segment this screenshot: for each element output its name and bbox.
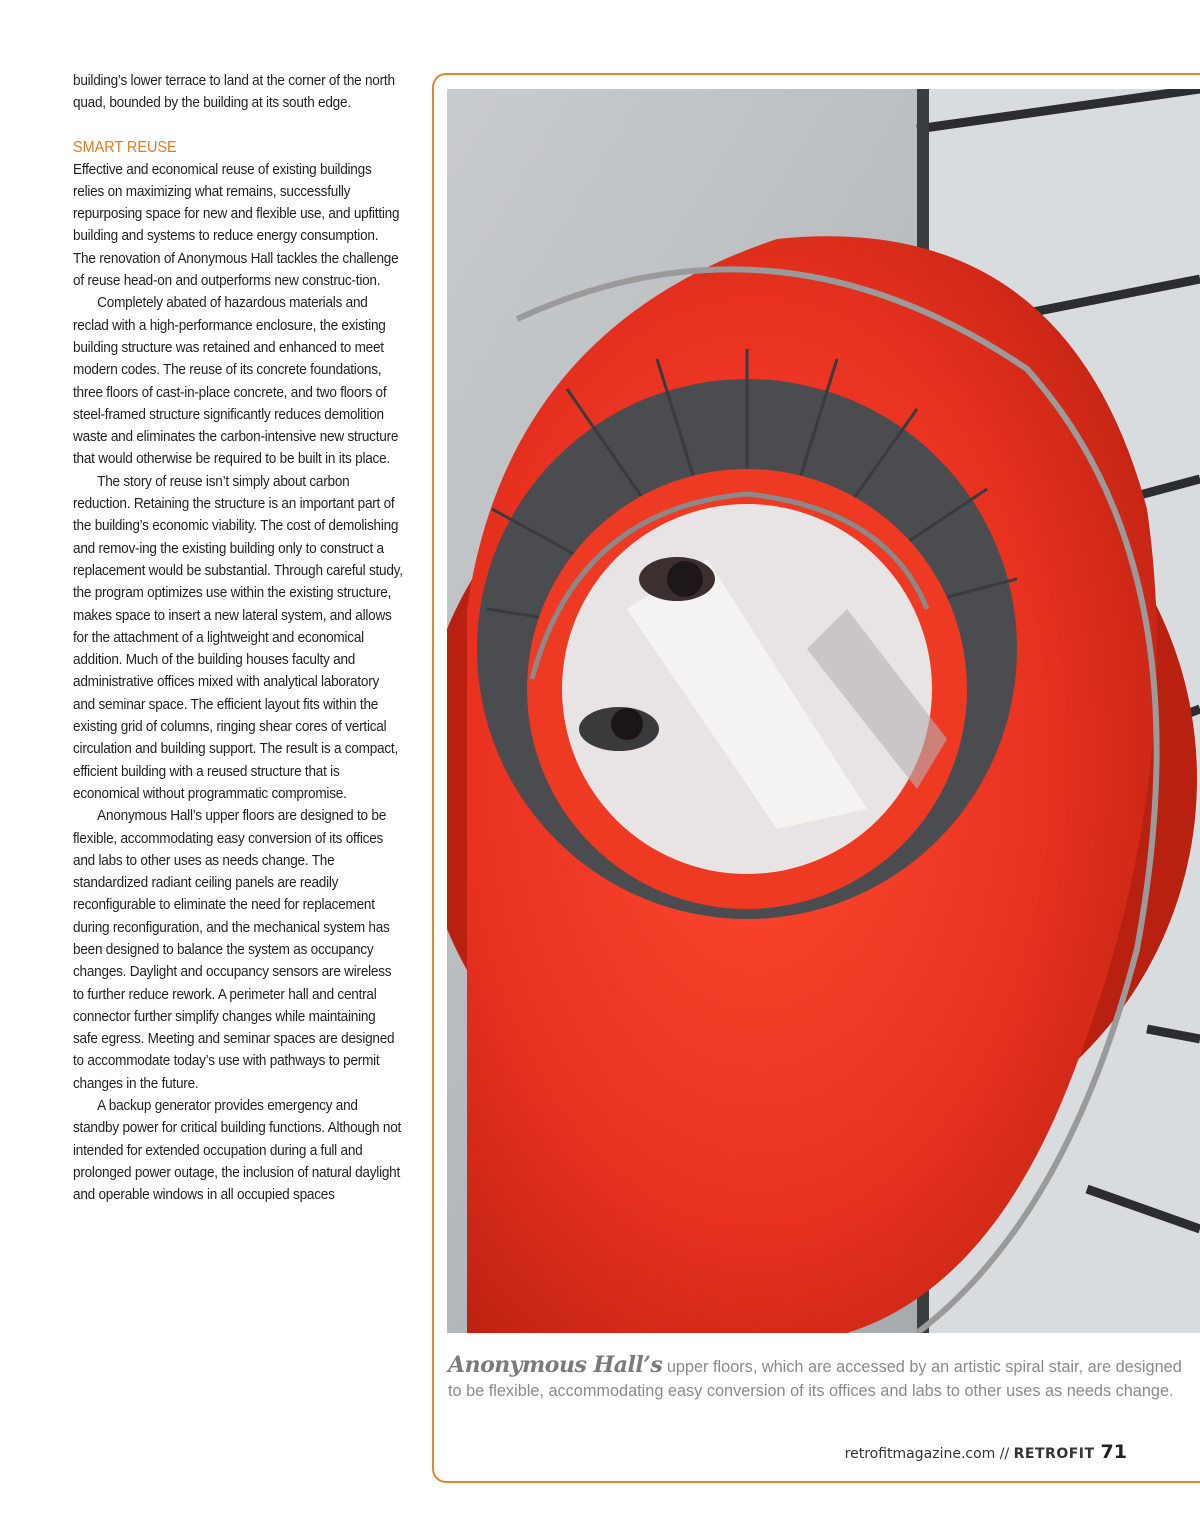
paragraph: Anonymous Hall’s upper floors are designed to be flexible, accommodating easy conversion of its offices and labs to other uses as needs change. The standardized radiant ceiling panels are readily reconfigurable to eliminate the need for replacement during reconfiguration, and the mechanical system has been designed to balance the system as occupancy changes. Daylight and occupancy sensors are wireless to further reduce rework. A perimeter hall and central connector further simplify changes while maintaining safe egress. Meeting and seminar spaces are designed to accommodate today’s use with pathways to permit changes in the future. [73,808,395,1092]
page-number: 71 [1100,1441,1127,1463]
paragraph: A backup generator provides emergency and standby power for critical building functions. Although not intended for extended occupation during a full and prolonged power outage, the inclusion of natural daylight and operable windows in all occupied spaces [73,1098,402,1204]
paragraph: Effective and economical reuse of existing buildings relies on maximizing what remains, successfully repurposing space for new and flexible use, and upfitting building and systems to reduce energy consumption. The renovation of Anonymous Hall tackles the challenge of reuse head-on and outperforms new construc-tion. [73,161,400,290]
page-footer [845,1441,1127,1463]
caption-lead: Anonymous Hall’s [448,1352,663,1378]
paragraph-continued: building’s lower terrace to land at the corner of the north quad, bounded by the building at its south edge. [73,73,395,112]
paragraph: The story of reuse isn’t simply about carbon reduction. Retaining the structure is an important part of the building’s economic viability. The cost of demolishing and remov-ing the existing building only to construct a replacement would be substantial. Through careful study, the program optimizes use within the existing structure, makes space to insert a new lateral system, and allows for the attachment of a lightweight and economical addition. Much of the building houses faculty and administrative offices mixed with analytical laboratory and seminar space. The efficient layout fits within the existing grid of columns, ringing shear cores of vertical circulation and building support. The result is a compact, efficient building with a reused structure that is economical without programmatic compromise. [73,473,403,802]
caption-text: upper floors, which are accessed by an artistic spiral stair, are designed to be flexible, accommodating easy conversion of its offices and labs to other uses as needs change. [448,1358,1182,1400]
paragraph: Completely abated of hazardous materials and reclad with a high-performance enclosure, the existing building structure was retained and enhanced to meet modern codes. The reuse of its concrete foundations, three floors of cast-in-place concrete, and two floors of steel-framed structure significantly reduces demolition waste and eliminates the carbon-intensive new structure that would otherwise be required to be built in its place. [73,295,399,468]
footer-brand: RETROFIT [1013,1446,1095,1462]
spiral-stair-photo [447,89,1200,1333]
footer-site: retrofitmagazine.com // [844,1446,1014,1462]
article-body-column [73,70,403,1207]
photo-caption [448,1353,1188,1403]
section-heading: SMART REUSE [73,138,177,156]
